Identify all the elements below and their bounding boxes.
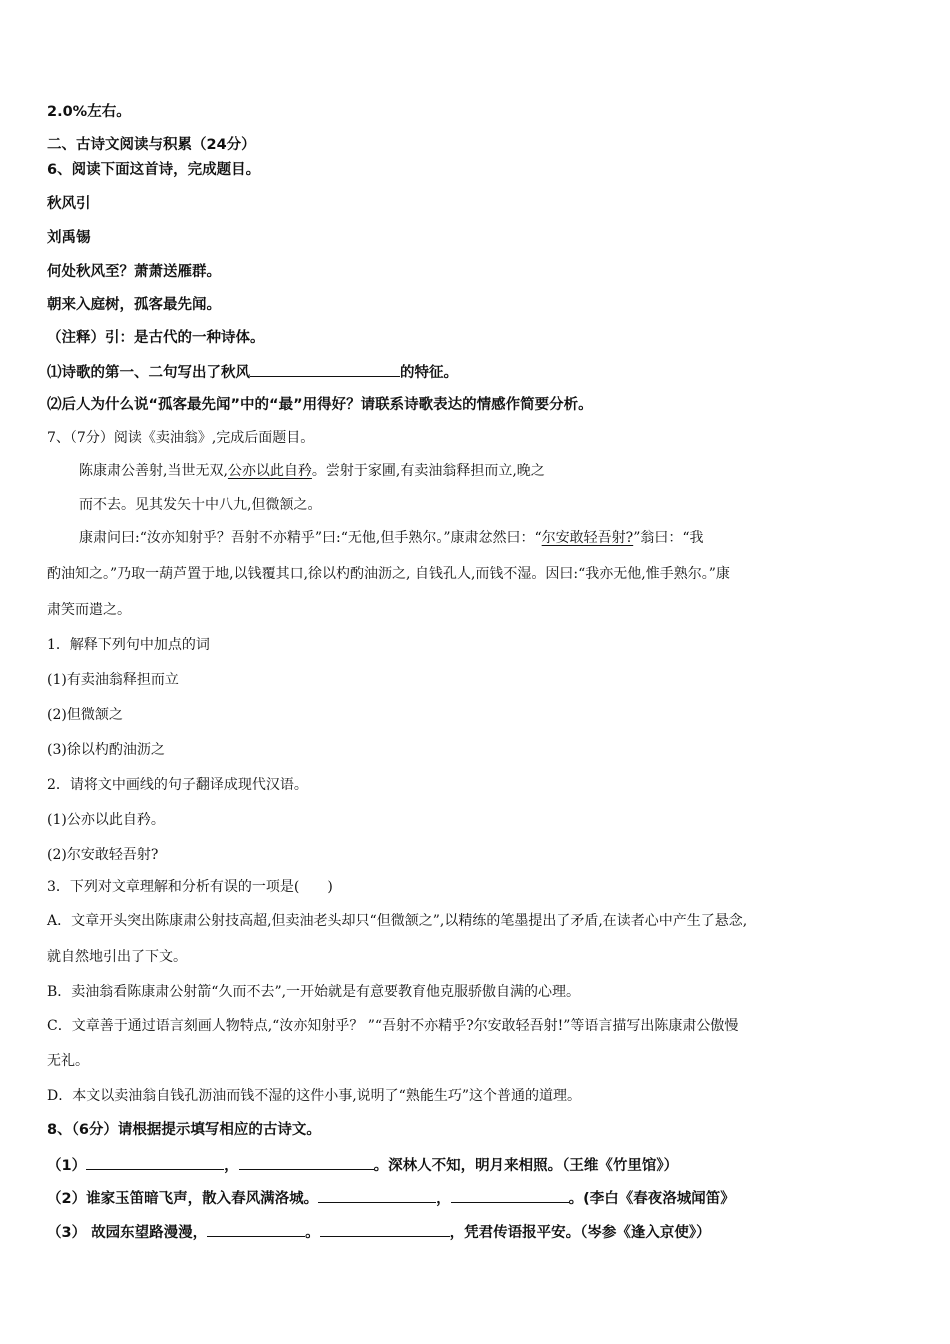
question-8-2	[47, 1187, 735, 1209]
question-text: （2）谁家玉笛暗飞声，散入春风满洛城。	[47, 1191, 319, 1207]
option-d: D．本文以卖油翁自钱孔沥油而钱不湿的这件小事,说明了“熟能生巧”这个普通的道理。	[47, 1088, 581, 1104]
poem-note: （注释）引：是古代的一种诗体。	[47, 330, 265, 346]
question-7-title: 7、（7分）阅读《卖油翁》,完成后面题目。	[47, 430, 315, 446]
question-8-3	[47, 1221, 711, 1243]
answer-blank[interactable]	[320, 1221, 450, 1237]
poem-title: 秋风引	[47, 196, 91, 212]
question-6-title: 6、阅读下面这首诗，完成题目。	[47, 162, 261, 178]
poem-line: 何处秋风至？萧萧送雁群。	[47, 264, 221, 280]
passage-line	[79, 528, 704, 548]
question-text: 的特征。	[400, 365, 458, 381]
answer-blank[interactable]	[451, 1187, 569, 1203]
question-text: （3） 故园东望路漫漫，	[47, 1225, 208, 1241]
passage-text: 康肃问曰:“汝亦知射乎？吾射不亦精乎”曰:“无他,但手熟尔。”康肃忿然曰：“	[79, 530, 542, 546]
question-8-1	[47, 1154, 678, 1176]
question-text: ，	[436, 1191, 451, 1207]
sub-question-3: 3．下列对文章理解和分析有误的一项是( )	[47, 879, 333, 895]
answer-blank[interactable]	[239, 1154, 374, 1170]
passage-line	[79, 461, 545, 481]
option-a-continued: 就自然地引出了下文。	[47, 949, 187, 965]
underlined-sentence: 公亦以此自矜	[227, 463, 312, 479]
poem-line: 朝来入庭树，孤客最先闻。	[47, 297, 221, 313]
section-heading: 二、古诗文阅读与积累（24分）	[47, 137, 256, 153]
underlined-sentence: 尔安敢轻吾射?	[541, 530, 634, 546]
sub-question-2: 2．请将文中画线的句子翻译成现代汉语。	[47, 777, 308, 793]
sub-item: (2)尔安敢轻吾射?	[47, 847, 159, 863]
option-c-continued: 无礼。	[47, 1053, 89, 1069]
question-6-2: ⑵后人为什么说“孤客最先闻”中的“最”用得好？请联系诗歌表达的情感作简要分析。	[47, 397, 593, 413]
poem-author: 刘禹锡	[47, 230, 91, 246]
passage-text: ”翁曰：“我	[633, 530, 704, 546]
passage-line: 肃笑而遣之。	[47, 602, 131, 618]
option-c: C．文章善于通过语言刻画人物特点,“汝亦知射乎？ ”“吾射不亦精乎?尔安敢轻吾射!”等语言描写出陈康肃公傲慢	[47, 1018, 739, 1034]
passage-line: 而不去。见其发矢十中八九,但微颔之。	[79, 497, 322, 513]
passage-text: 陈康肃公善射,当世无双,	[79, 463, 228, 479]
passage-text: 。尝射于家圃,有卖油翁释担而立,晚之	[311, 463, 545, 479]
question-text: （1）	[47, 1158, 87, 1174]
sub-item: (2)但微颔之	[47, 707, 123, 723]
answer-blank[interactable]	[250, 361, 400, 377]
question-text: 。深林人不知，明月来相照。（王维《竹里馆》）	[373, 1158, 679, 1174]
sub-item: (1)有卖油翁释担而立	[47, 672, 179, 688]
answer-blank[interactable]	[86, 1154, 224, 1170]
option-a: A．文章开头突出陈康肃公射技高超,但卖油老头却只“但微颔之”,以精练的笔墨提出了矛盾,在读者心中产生了悬念,	[47, 913, 748, 929]
question-text: 。	[305, 1225, 320, 1241]
sub-item: (1)公亦以此自矜。	[47, 812, 165, 828]
question-6-1	[47, 361, 458, 383]
option-b: B．卖油翁看陈康肃公射箭“久而不去”,一开始就是有意要教育他克服骄傲自满的心理。	[47, 984, 581, 1000]
answer-blank[interactable]	[207, 1221, 305, 1237]
question-text: ，	[224, 1158, 239, 1174]
question-text: ，凭君传语报平安。（岑参《逢入京使》）	[449, 1225, 711, 1241]
answer-blank[interactable]	[318, 1187, 436, 1203]
question-text: 。(李白《春夜洛城闻笛》	[568, 1191, 735, 1207]
passage-line: 酌油知之。”乃取一葫芦置于地,以钱覆其口,徐以杓酌油沥之, 自钱孔人,而钱不湿。因曰:“我亦无他,惟手熟尔。”康	[47, 566, 730, 582]
question-text: ⑴诗歌的第一、二句写出了秋风	[47, 365, 250, 381]
text-line: 2.0%左右。	[47, 104, 131, 120]
sub-question-1: 1．解释下列句中加点的词	[47, 637, 210, 653]
sub-item: (3)徐以杓酌油沥之	[47, 742, 165, 758]
question-8-title: 8、（6分）请根据提示填写相应的古诗文。	[47, 1122, 321, 1138]
